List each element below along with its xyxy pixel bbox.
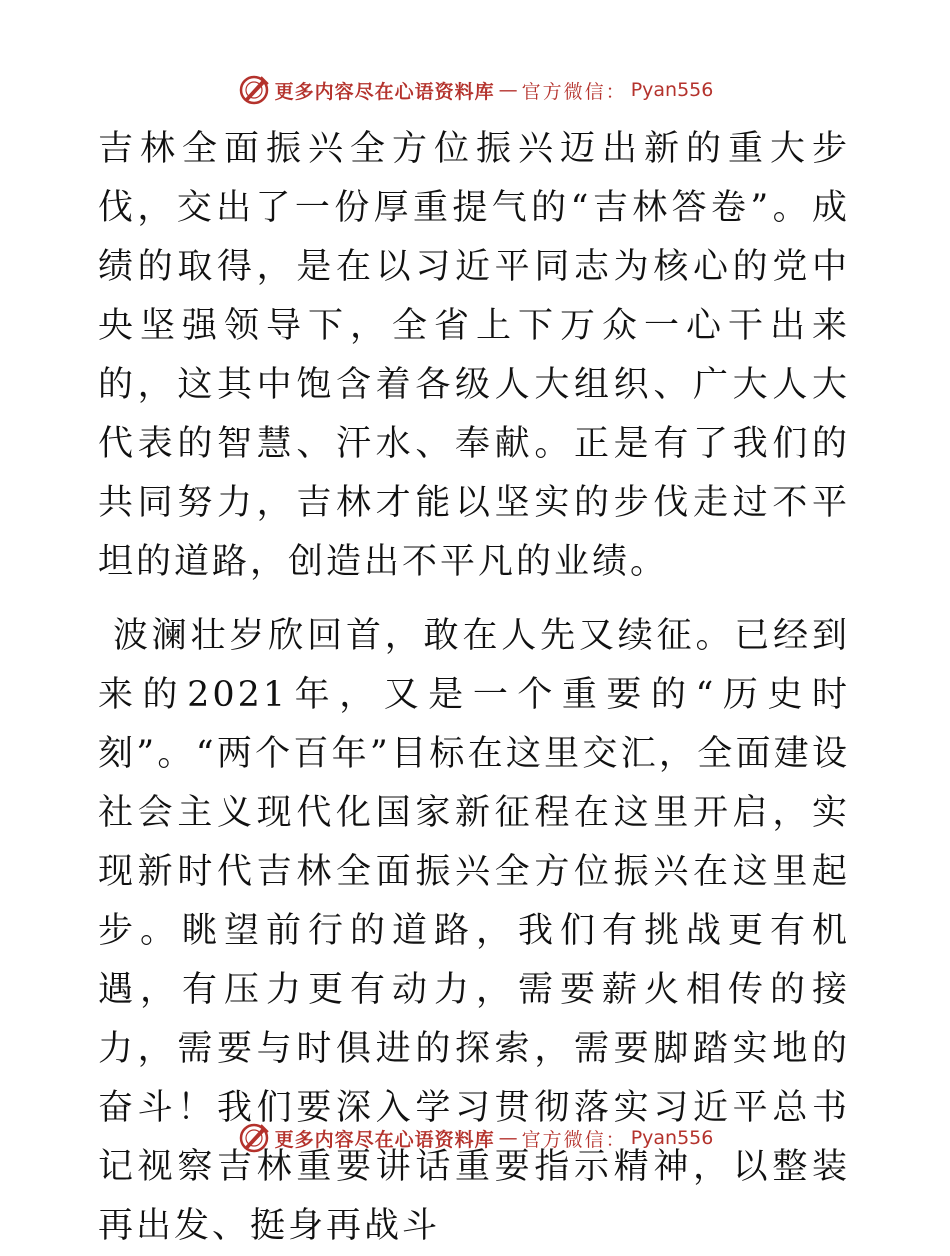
header-brand-text: 更多内容尽在心语资料库 (274, 80, 495, 103)
paragraph-1: 吉林全面振兴全方位振兴迈出新的重大步伐，交出了一份厚重提气的“吉林答卷”。成绩的取得，是在以习近平同志为核心的党中央坚强领导下，全省上下万众一心干出来的，这其中饱含着各级人大组织、广大人大代表的智慧、汗水、奉献。正是有了我们的共同努力，吉林才能以坚实的步伐走过不平坦的道路，创造出不平凡的业绩。 (98, 129, 850, 582)
paragraph-2: 波澜壮岁欣回首，敢在人先又续征。已经到来的2021年，又是一个重要的“历史时刻”。“两个百年”目标在这里交汇，全面建设社会主义现代化国家新征程在这里开启，实现新时代吉林全面振兴全方位振兴在这里起步。眺望前行的道路，我们有挑战更有机遇，有压力更有动力，需要薪火相传的接力，需要与时俱进的探索，需要脚踏实地的奋斗！我们要深入学习贯彻落实习近平总书记视察吉林重要讲话重要指示精神，以整装再出发、挺身再战斗 (98, 616, 850, 1246)
article-body (98, 120, 850, 1256)
header-wechat-id: Pyan556 (630, 79, 714, 101)
header-banner (0, 70, 950, 110)
footer-dash: — (498, 1127, 518, 1149)
header-dash: — (498, 79, 518, 101)
footer-wechat-label: 官方微信： (521, 1128, 627, 1151)
footer-wechat-id: Pyan556 (630, 1127, 714, 1149)
header-wechat-label: 官方微信： (521, 80, 627, 103)
quill-logo-icon (237, 1121, 271, 1155)
quill-logo-icon (237, 73, 271, 107)
footer-banner (0, 1118, 950, 1158)
footer-brand-text: 更多内容尽在心语资料库 (274, 1128, 495, 1151)
